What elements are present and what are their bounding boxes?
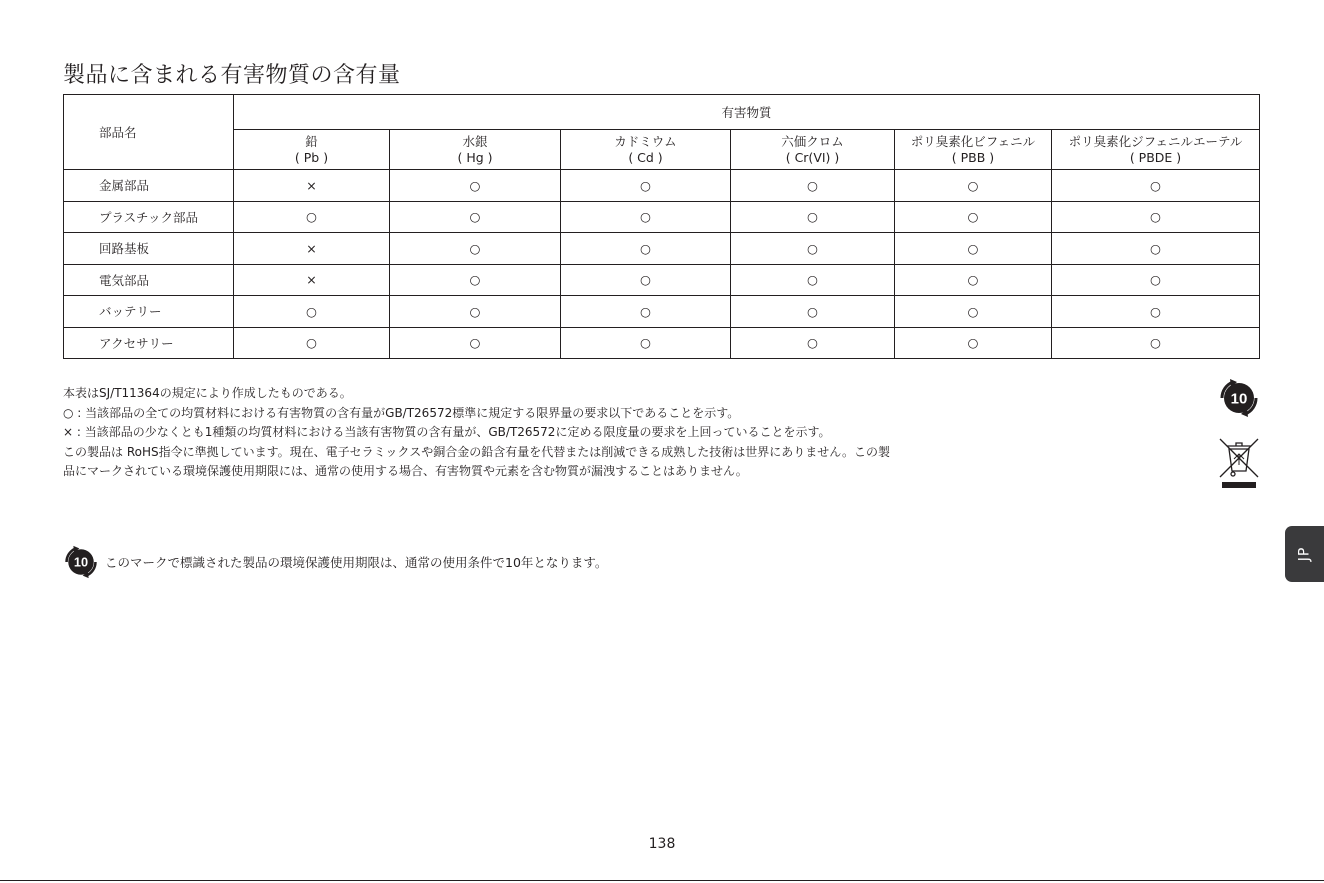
epup-10-logo-icon bbox=[1219, 378, 1259, 418]
table-row bbox=[64, 233, 1260, 265]
substance-status-cell: ○ bbox=[234, 296, 390, 328]
hazardous-substances-header: 有害物質 bbox=[234, 95, 1260, 130]
epup-mark-note bbox=[63, 545, 607, 579]
part-name-cell: バッテリー bbox=[64, 296, 234, 328]
note-line: × : 当該部品の少なくとも1種類の均質材料における当該有害物質の含有量が、GB/T26572に定める限度量の要求を上回っていることを示す。 bbox=[63, 425, 831, 439]
substance-status-cell: ○ bbox=[731, 233, 895, 265]
substance-status-cell: ○ bbox=[731, 296, 895, 328]
substance-header bbox=[234, 130, 390, 170]
substance-symbol: ( Cd ) bbox=[628, 149, 663, 165]
table-row bbox=[64, 201, 1260, 233]
substance-status-cell: ○ bbox=[731, 264, 895, 296]
substance-name: 鉛 bbox=[305, 133, 318, 149]
table-row bbox=[64, 296, 1260, 328]
substance-header bbox=[895, 130, 1052, 170]
substance-status-cell: ○ bbox=[561, 264, 731, 296]
substance-symbol: ( PBDE ) bbox=[1129, 149, 1182, 165]
substance-status-cell: ○ bbox=[1052, 233, 1260, 265]
epup-10-icon bbox=[63, 545, 99, 579]
substance-name: ポリ臭素化ジフェニルエーテル bbox=[1068, 133, 1243, 149]
part-name-cell: 金属部品 bbox=[64, 170, 234, 202]
substance-status-cell: ○ bbox=[731, 201, 895, 233]
substance-status-cell: ○ bbox=[895, 327, 1052, 359]
substance-status-cell: ○ bbox=[895, 264, 1052, 296]
part-name-cell: 電気部品 bbox=[64, 264, 234, 296]
epup-10-logo-label: 10 bbox=[1230, 390, 1248, 408]
substance-status-cell: ○ bbox=[390, 233, 561, 265]
part-name-cell: アクセサリー bbox=[64, 327, 234, 359]
part-name-header: 部品名 bbox=[64, 95, 234, 170]
table-row bbox=[64, 264, 1260, 296]
substance-name: 水銀 bbox=[462, 133, 488, 149]
substance-status-cell: ○ bbox=[731, 327, 895, 359]
part-name-cell: 回路基板 bbox=[64, 233, 234, 265]
page-title: 製品に含まれる有害物質の含有量 bbox=[63, 63, 401, 88]
substance-status-cell: ○ bbox=[895, 233, 1052, 265]
note-line: この製品は RoHS指令に準拠しています。現在、電子セラミックスや銅合金の鉛含有量を代替または削減できる成熟した技術は世界にありません。この製 bbox=[63, 444, 891, 459]
substance-status-cell: ○ bbox=[895, 201, 1052, 233]
hazardous-substances-table bbox=[63, 94, 1260, 359]
page-number: 138 bbox=[648, 836, 676, 852]
substance-status-cell: ○ bbox=[390, 170, 561, 202]
substance-header bbox=[1052, 130, 1260, 170]
bottom-rule bbox=[0, 880, 1324, 881]
table-row bbox=[64, 327, 1260, 359]
substance-status-cell: ○ bbox=[895, 170, 1052, 202]
language-tab bbox=[1285, 526, 1324, 582]
substance-status-cell: × bbox=[234, 264, 390, 296]
substance-name: 六価クロム bbox=[781, 133, 844, 149]
substance-symbol: ( Hg ) bbox=[457, 149, 493, 165]
substance-status-cell: ○ bbox=[234, 201, 390, 233]
substance-status-cell: ○ bbox=[561, 170, 731, 202]
substance-status-cell: ○ bbox=[234, 327, 390, 359]
substance-symbol: ( Cr(VI) ) bbox=[785, 149, 840, 165]
substance-header bbox=[731, 130, 895, 170]
note-line: 品にマークされている環境保護使用期限には、通常の使用する場合、有害物質や元素を含む物質が漏洩することはありません。 bbox=[63, 464, 748, 478]
part-name-cell: プラスチック部品 bbox=[64, 201, 234, 233]
language-tab-label: JP bbox=[1296, 546, 1313, 562]
substance-header bbox=[390, 130, 561, 170]
substance-status-cell: ○ bbox=[390, 264, 561, 296]
substance-header bbox=[561, 130, 731, 170]
substance-status-cell: ○ bbox=[731, 170, 895, 202]
substance-status-cell: ○ bbox=[561, 327, 731, 359]
crossed-out-wheelie-bin-icon bbox=[1217, 436, 1261, 490]
table-row bbox=[64, 170, 1260, 202]
substance-status-cell: ○ bbox=[895, 296, 1052, 328]
substance-status-cell: ○ bbox=[390, 201, 561, 233]
epup-mark-text: このマークで標識された製品の環境保護使用期限は、通常の使用条件で10年となります。 bbox=[105, 555, 608, 570]
substance-status-cell: ○ bbox=[1052, 296, 1260, 328]
epup-10-icon-label: 10 bbox=[73, 554, 89, 570]
substance-status-cell: ○ bbox=[561, 201, 731, 233]
substance-status-cell: × bbox=[234, 170, 390, 202]
substance-status-cell: ○ bbox=[390, 296, 561, 328]
notes bbox=[63, 384, 943, 482]
substance-name: カドミウム bbox=[614, 133, 677, 149]
note-line: 本表はSJ/T11364の規定により作成したものである。 bbox=[63, 386, 352, 400]
substance-symbol: ( Pb ) bbox=[294, 149, 329, 165]
substance-status-cell: × bbox=[234, 233, 390, 265]
substance-status-cell: ○ bbox=[1052, 327, 1260, 359]
substance-status-cell: ○ bbox=[1052, 170, 1260, 202]
substance-status-cell: ○ bbox=[561, 296, 731, 328]
substance-status-cell: ○ bbox=[1052, 264, 1260, 296]
substance-status-cell: ○ bbox=[390, 327, 561, 359]
substance-name: ポリ臭素化ビフェニル bbox=[910, 133, 1036, 149]
substance-status-cell: ○ bbox=[1052, 201, 1260, 233]
substance-status-cell: ○ bbox=[561, 233, 731, 265]
note-line: ○ : 当該部品の全ての均質材料における有害物質の含有量がGB/T26572標準に規定する限界量の要求以下であることを示す。 bbox=[63, 405, 740, 420]
substance-symbol: ( PBB ) bbox=[951, 149, 995, 165]
